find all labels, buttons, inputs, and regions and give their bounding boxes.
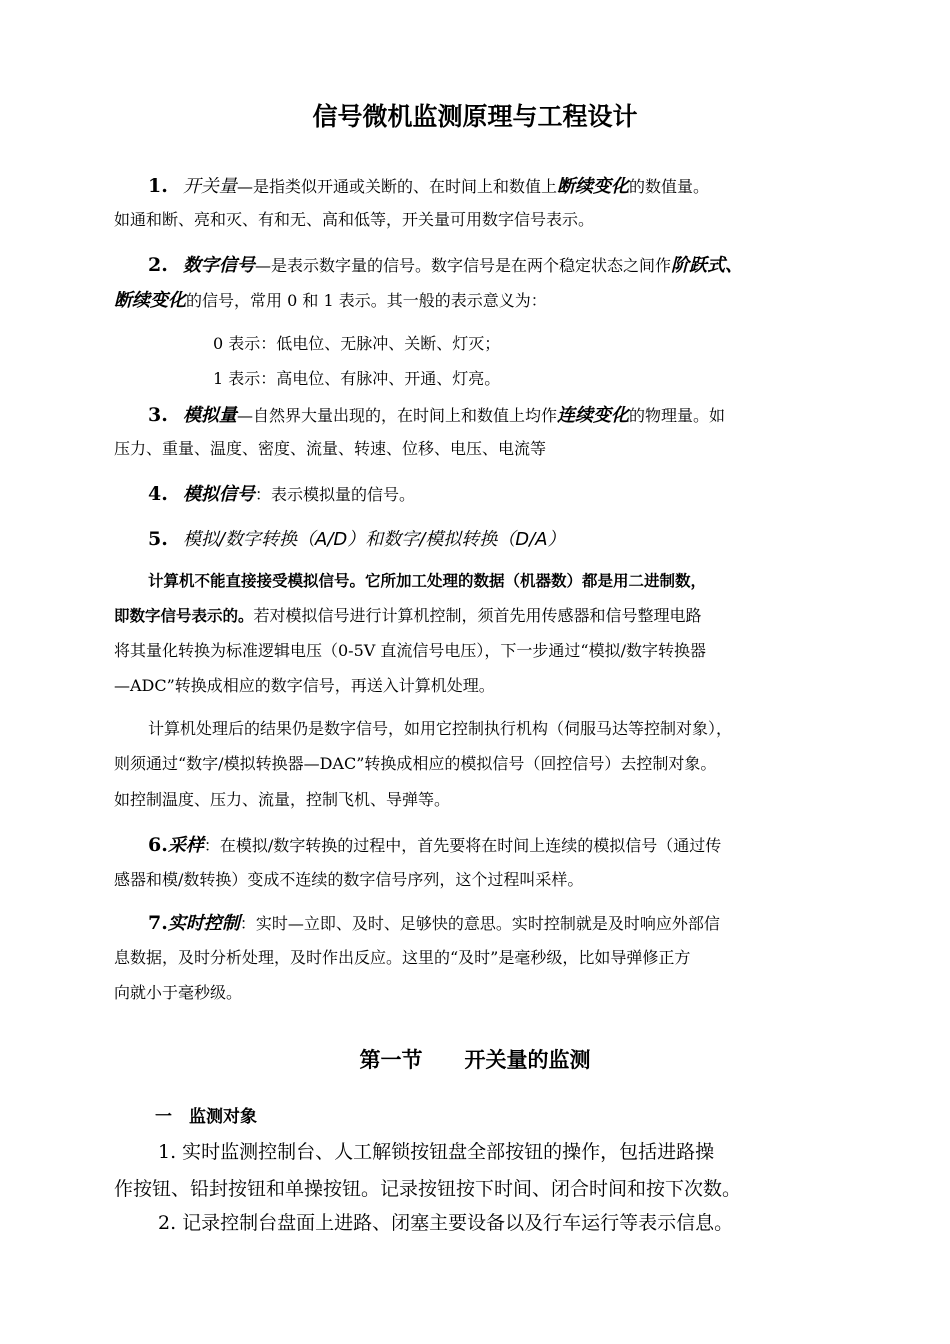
para-1-line-4: —ADC”转换成相应的数字信号，再送入计算机处理。 [114,676,495,695]
para-1-line-3: 将其量化转换为标准逻辑电压（0-5V 直流信号电压），下一步通过“模拟/数字转换器 [114,641,706,660]
section-heading: 第一节 开关量的监测 [359,1048,591,1072]
item-number: 7. [148,912,168,934]
text: 的信号，常用 0 和 1 表示。其一般的表示意义为： [186,291,547,310]
term: 模拟信号 [182,484,255,505]
item-1-line-2: 如通和断、亮和灭、有和无、高和低等，开关量可用数字信号表示。 [114,210,595,229]
list-item-2: 2. 记录控制台盘面上进路、闭塞主要设备以及行车运行等表示信息。 [158,1212,734,1234]
bold-text: 计算机不能直接接受模拟信号。它所加工处理的数据（机器数）都是用二进制数， [148,572,707,590]
item-2-sub-0: 0 表示：低电位、无脉冲、关断、灯灭； [213,334,501,353]
item-7-line-2: 息数据，及时分析处理，及时作出反应。这里的“及时”是毫秒级，比如导弹修正方 [114,948,691,967]
emphasis: 断续变化 [114,290,186,311]
term: 实时控制 [167,913,240,934]
item-2-line-1 [148,253,878,278]
text: ：在模拟/数字转换的过程中，首先要将在时间上连续的模拟信号（通过传 [203,836,722,855]
item-7-line-1 [148,911,878,936]
text: 若对模拟信号进行计算机控制，须首先用传感器和信号整理电路 [253,606,702,625]
text: —是表示数字量的信号。数字信号是在两个稳定状态之间作 [254,256,671,275]
para-1-line-2 [114,604,844,628]
item-3-line-2: 压力、重量、温度、密度、流量、转速、位移、电压、电流等 [114,439,547,458]
text: 的数值量。 [628,177,709,196]
item-5-line-1 [148,527,878,552]
item-6-line-1 [148,833,878,858]
item-number: 5. [148,528,168,550]
item-2-line-2 [114,289,844,313]
term: 数字信号 [182,255,255,276]
text: ：实时—立即、及时、足够快的意思。实时控制就是及时响应外部信 [239,914,720,933]
item-6-line-2: 感器和模/数转换）变成不连续的数字信号序列，这个过程叫采样。 [114,870,584,889]
item-number: 2. [148,254,168,276]
para-1-line-1 [148,569,878,593]
list-item-1-line-2: 作按钮、铅封按钮和单操按钮。记录按钮按下时间、闭合时间和按下次数。 [114,1178,742,1200]
text: 的物理量。如 [628,406,725,425]
item-number: 3. [148,404,168,426]
item-4-line-1 [148,482,878,507]
term: 开关量 [182,176,237,197]
item-1-line-1 [148,174,878,199]
item-number: 1. [148,175,168,197]
text: —自然界大量出现的，在时间上和数值上均作 [236,406,557,425]
para-2-line-1: 计算机处理后的结果仍是数字信号，如用它控制执行机构（伺服马达等控制对象）， [148,719,733,738]
term: 模拟量 [182,405,237,426]
text: ：表示模拟量的信号。 [254,485,415,504]
list-item-1-line-1: 1. 实时监测控制台、人工解锁按钮盘全部按钮的操作，包括进路操 [158,1141,715,1163]
term: 模拟/数字转换（A/D）和数字/模拟转换（D/A） [182,529,566,550]
text: —是指类似开通或关断的、在时间上和数值上 [236,177,557,196]
item-2-sub-1: 1 表示：高电位、有脉冲、开通、灯亮。 [213,369,501,388]
subsection-title: 一 监测对象 [155,1107,257,1127]
item-number: 4. [148,483,168,505]
bold-text: 即数字信号表示的。 [114,607,254,625]
emphasis: 连续变化 [556,405,629,426]
term: 采样 [167,835,204,856]
item-3-line-1 [148,403,878,428]
para-2-line-3: 如控制温度、压力、流量，控制飞机、导弹等。 [114,790,451,809]
subsection-heading [155,1105,885,1129]
para-2-line-2: 则须通过“数字/模拟转换器—DAC”转换成相应的模拟信号（回控信号）去控制对象。 [114,754,717,773]
item-number: 6. [148,834,168,856]
emphasis: 阶跃式、 [670,255,743,276]
item-7-line-3: 向就小于毫秒级。 [114,983,243,1002]
emphasis: 断续变化 [556,176,629,197]
document-title: 信号微机监测原理与工程设计 [312,102,638,131]
